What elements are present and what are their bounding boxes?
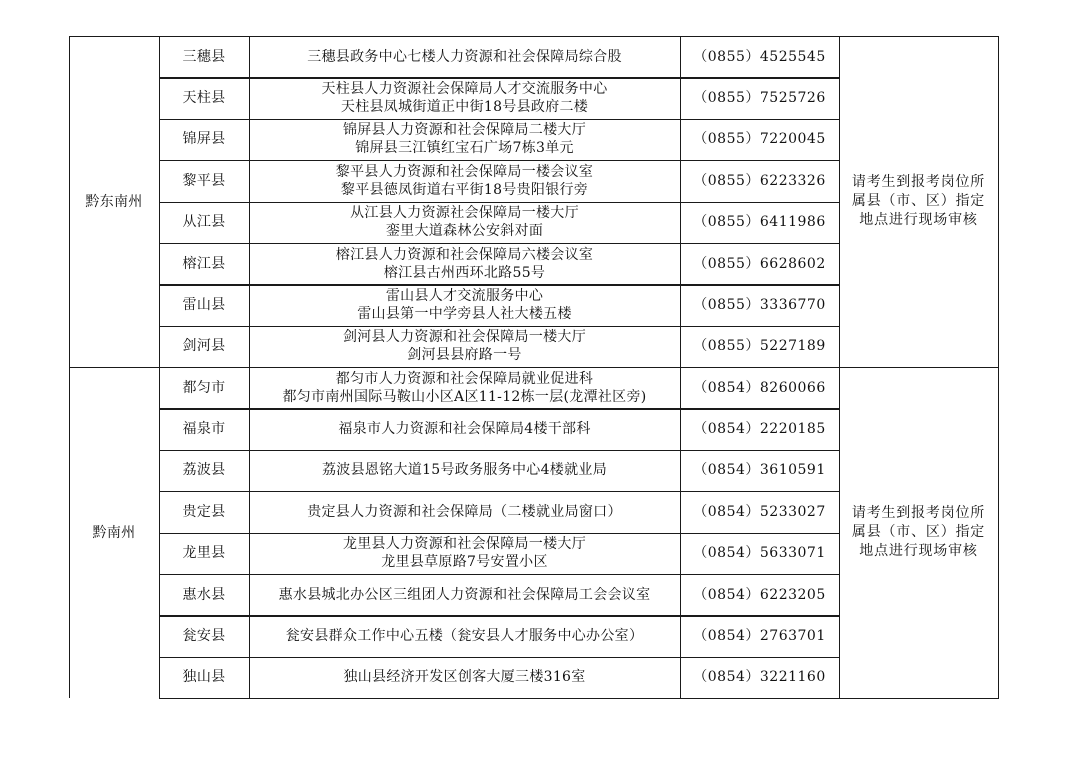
county-name: 瓮安县 (182, 628, 226, 645)
address-cell (249, 408, 680, 449)
address-line: 从江县人力资源社会保障局一楼大厅 (350, 205, 579, 222)
phone-cell (680, 326, 839, 367)
county-cell (159, 77, 249, 118)
phone-number: （0854）5633071 (693, 545, 826, 562)
review-note (839, 367, 998, 698)
address-line: 黎平县人力资源和社会保障局一楼会议室 (335, 163, 594, 180)
county-cell (159, 450, 249, 491)
address-line: 天柱县人力资源社会保障局人才交流服务中心 (321, 81, 608, 98)
address-cell (249, 450, 680, 491)
county-cell (159, 574, 249, 615)
address-cell (249, 615, 680, 656)
county-cell (159, 202, 249, 243)
address-line: 天柱县凤城街道正中街18号县政府二楼 (340, 99, 589, 116)
address-cell (249, 657, 680, 698)
county-cell (159, 367, 249, 408)
phone-cell (680, 491, 839, 532)
address-line: 锦屏县人力资源和社会保障局二楼大厅 (342, 122, 587, 139)
phone-cell (680, 284, 839, 325)
phone-number: （0855）5227189 (693, 338, 826, 355)
address-line: 雷山县人才交流服务中心 (385, 288, 544, 305)
county-cell (159, 615, 249, 656)
county-cell (159, 657, 249, 698)
address-line: 剑河县人力资源和社会保障局一楼大厅 (342, 329, 587, 346)
note-line: 属县（市、区）指定 (851, 524, 986, 540)
phone-cell (680, 615, 839, 656)
phone-number: （0854）6223205 (693, 586, 826, 603)
county-cell (159, 119, 249, 160)
address-line: 都匀市人力资源和社会保障局就业促进科 (335, 370, 594, 387)
county-name: 贵定县 (182, 503, 226, 520)
table-border-bottom (159, 698, 999, 699)
address-line: 龙里县人力资源和社会保障局一楼大厅 (342, 536, 587, 553)
address-cell (249, 367, 680, 408)
address-cell (249, 284, 680, 325)
phone-number: （0855）3336770 (693, 297, 826, 314)
county-name: 惠水县 (182, 586, 226, 603)
phone-cell (680, 36, 839, 77)
address-line: 銮里大道森林公安斜对面 (385, 223, 544, 240)
address-line: 榕江县古州西环北路55号 (383, 264, 546, 281)
county-name: 龙里县 (182, 545, 226, 562)
address-cell (249, 326, 680, 367)
address-cell (249, 77, 680, 118)
phone-number: （0855）6628602 (693, 255, 826, 272)
county-name: 都匀市 (182, 379, 226, 396)
address-line: 雷山县第一中学旁县人社大楼五楼 (357, 306, 572, 323)
county-name: 独山县 (182, 669, 226, 686)
phone-number: （0854）2220185 (693, 421, 826, 438)
address-cell (249, 119, 680, 160)
address-line: 黎平县德凤街道右平街18号贵阳银行旁 (340, 181, 589, 198)
county-name: 福泉市 (182, 421, 226, 438)
phone-cell (680, 574, 839, 615)
phone-number: （0855）7220045 (693, 131, 826, 148)
address-line: 荔波县恩铭大道15号政务服务中心4楼就业局 (321, 462, 608, 479)
note-line: 请考生到报考岗位所 (851, 174, 986, 190)
phone-number: （0855）6223326 (693, 172, 826, 189)
county-cell (159, 408, 249, 449)
address-line: 都匀市南州国际马鞍山小区A区11-12栋一层(龙潭社区旁) (282, 388, 647, 405)
address-line: 三穗县政务中心七楼人力资源和社会保障局综合股 (307, 48, 622, 65)
note-line: 地点进行现场审核 (859, 543, 978, 559)
address-line: 贵定县人力资源和社会保障局（二楼就业局窗口） (307, 503, 622, 520)
note-line: 地点进行现场审核 (859, 212, 978, 228)
address-cell (249, 491, 680, 532)
phone-number: （0854）3610591 (693, 462, 826, 479)
county-name: 锦屏县 (182, 131, 226, 148)
address-line: 剑河县县府路一号 (407, 347, 522, 364)
phone-number: （0855）7525726 (693, 90, 826, 107)
phone-cell (680, 77, 839, 118)
county-name: 荔波县 (182, 462, 226, 479)
address-cell (249, 574, 680, 615)
county-name: 榕江县 (182, 255, 226, 272)
phone-cell (680, 450, 839, 491)
address-line: 惠水县城北办公区三组团人力资源和社会保障局工会会议室 (278, 586, 651, 603)
county-name: 黎平县 (182, 172, 226, 189)
review-note (839, 36, 998, 367)
county-name: 三穗县 (182, 48, 226, 65)
address-cell (249, 36, 680, 77)
county-cell (159, 284, 249, 325)
phone-number: （0854）8260066 (693, 379, 826, 396)
address-cell (249, 533, 680, 574)
county-cell (159, 243, 249, 284)
region-label: 黔南州 (92, 524, 136, 541)
note-line: 请考生到报考岗位所 (851, 505, 986, 521)
phone-cell (680, 119, 839, 160)
county-cell (159, 326, 249, 367)
county-cell (159, 491, 249, 532)
county-name: 天柱县 (182, 90, 226, 107)
address-line: 龙里县草原路7号安置小区 (381, 554, 548, 571)
phone-cell (680, 533, 839, 574)
phone-cell (680, 243, 839, 284)
phone-cell (680, 367, 839, 408)
county-cell (159, 533, 249, 574)
region-name (69, 36, 159, 367)
address-line: 瓮安县群众工作中心五楼（瓮安县人才服务中心办公室） (285, 628, 644, 645)
phone-number: （0855）4525545 (693, 48, 826, 65)
region-name (69, 367, 159, 698)
county-name: 雷山县 (182, 297, 226, 314)
address-cell (249, 243, 680, 284)
address-line: 锦屏县三江镇红宝石广场7栋3单元 (355, 140, 574, 157)
address-line: 福泉市人力资源和社会保障局4楼干部科 (338, 421, 591, 438)
address-cell (249, 202, 680, 243)
phone-number: （0854）2763701 (693, 628, 826, 645)
phone-number: （0854）5233027 (693, 503, 826, 520)
county-name: 从江县 (182, 214, 226, 231)
phone-number: （0855）6411986 (693, 214, 826, 231)
address-line: 榕江县人力资源和社会保障局六楼会议室 (335, 246, 594, 263)
phone-cell (680, 160, 839, 201)
phone-cell (680, 408, 839, 449)
county-cell (159, 36, 249, 77)
phone-number: （0854）3221160 (693, 669, 826, 686)
address-line: 独山县经济开发区创客大厦三楼316室 (343, 669, 586, 686)
phone-cell (680, 202, 839, 243)
address-cell (249, 160, 680, 201)
county-name: 剑河县 (182, 338, 226, 355)
region-label: 黔东南州 (85, 193, 143, 210)
note-line: 属县（市、区）指定 (851, 193, 986, 209)
phone-cell (680, 657, 839, 698)
county-cell (159, 160, 249, 201)
